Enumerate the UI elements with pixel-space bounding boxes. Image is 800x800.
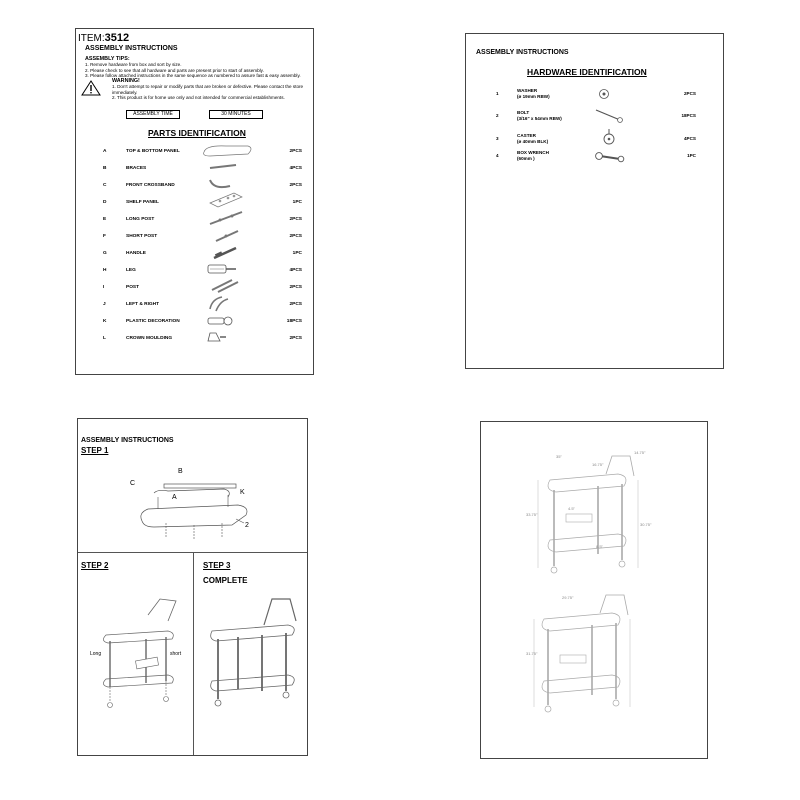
part-qty: 2PCS <box>289 302 302 307</box>
part-row-l <box>76 333 308 347</box>
dim-label: 31.75" <box>526 651 538 656</box>
part-letter: D <box>103 200 107 205</box>
tips-heading: ASSEMBLY TIPS: <box>85 56 130 62</box>
hardware-spec: (ø 19mm RBW) <box>517 93 550 99</box>
part-letter: H <box>103 268 107 273</box>
warning-block <box>112 78 310 101</box>
page-title: ASSEMBLY INSTRUCTIONS <box>85 45 178 52</box>
part-name: CROWN MOULDING <box>126 336 173 341</box>
label-a: A <box>172 494 177 501</box>
dim-label: 16.75" <box>592 462 604 467</box>
dimensions-page <box>480 421 708 759</box>
page-title: ASSEMBLY INSTRUCTIONS <box>476 49 569 56</box>
label-b: B <box>178 468 183 475</box>
step-1-heading: STEP 1 <box>81 446 109 455</box>
parts-identification-page <box>75 28 314 375</box>
assembly-time-label: ASSEMBLY TIME <box>126 110 180 119</box>
complete-label: COMPLETE <box>203 576 248 585</box>
bolt-icon <box>594 108 624 124</box>
hardware-qty: 4PCS <box>683 136 696 141</box>
part-name: FRONT CROSSBAND <box>126 183 175 188</box>
part-row-i <box>76 282 308 296</box>
tip-item: 2. Please check to see that all hardware and parts are present prior to start of assembly. <box>85 67 264 73</box>
label-2: 2 <box>245 522 249 529</box>
label-long: Long <box>90 651 102 657</box>
wrench-icon <box>594 150 624 164</box>
hardware-name <box>517 110 562 121</box>
part-name: POST <box>126 285 140 290</box>
step-3-completed-cart <box>206 595 302 711</box>
step-1-diagram <box>128 461 268 543</box>
part-name: LONG POST <box>126 217 155 222</box>
part-letter: C <box>103 183 107 188</box>
part-row-a <box>76 146 308 160</box>
part-qty: 2PCS <box>289 217 302 222</box>
part-row-g <box>76 248 308 262</box>
parts-heading: PARTS IDENTIFICATION <box>148 128 246 138</box>
hardware-qty: 2PCS <box>683 91 696 96</box>
part-name: LEG <box>126 268 136 273</box>
part-row-f <box>76 231 308 245</box>
hardware-qty: 1PC <box>687 153 696 158</box>
part-letter: E <box>103 217 107 222</box>
part-row-b <box>76 163 308 177</box>
assembly-steps-page <box>77 418 308 756</box>
dim-label: 14.75" <box>634 450 646 455</box>
part-letter: A <box>103 149 107 154</box>
hardware-number: 1 <box>496 91 499 96</box>
part-row-h <box>76 265 308 279</box>
hardware-name-text: BOX WRENCH <box>517 150 549 155</box>
part-name: SHORT POST <box>126 234 158 239</box>
part-row-c <box>76 180 308 194</box>
part-name: SHELF PANEL <box>126 200 159 205</box>
part-name: TOP & BOTTOM PANEL <box>126 149 180 154</box>
part-letter: K <box>103 319 107 324</box>
dimension-drawing-bottom <box>526 585 676 725</box>
item-number-value: 3512 <box>104 32 130 44</box>
item-number <box>78 32 129 44</box>
part-row-e <box>76 214 308 228</box>
part-qty: 4PCS <box>289 268 302 273</box>
hardware-heading: HARDWARE IDENTIFICATION <box>527 67 647 77</box>
hardware-spec: (60mm ) <box>517 155 535 161</box>
hardware-spec: (ø 40mm BLK) <box>517 138 549 144</box>
tip-item: 3. Please follow attached instructions in the same sequence as numbered to assure fast & easy assembly. <box>85 73 301 79</box>
step-2-diagram <box>88 591 188 711</box>
dim-label: 33.75" <box>526 512 538 517</box>
step-3-heading: STEP 3 <box>203 561 231 570</box>
part-qty: 2PCS <box>289 183 302 188</box>
dim-label: 8.5" <box>596 544 603 549</box>
warning-item: 1. Don't attempt to repair or modify parts that are broken or defective. Please contact the store immediately. <box>112 84 304 95</box>
part-qty: 2PCS <box>289 149 302 154</box>
warning-icon <box>81 80 101 96</box>
hardware-spec: (3/16" x 54mm RBW) <box>517 115 562 121</box>
part-name: PLASTIC DECORATION <box>126 319 180 324</box>
label-k: K <box>240 489 245 496</box>
hardware-qty: 18PCS <box>681 113 696 118</box>
part-letter: B <box>103 166 107 171</box>
hardware-number: 4 <box>496 153 499 158</box>
item-label: ITEM: <box>78 33 105 44</box>
page-title: ASSEMBLY INSTRUCTIONS <box>81 437 174 444</box>
hardware-identification-page <box>465 33 724 369</box>
part-qty: 2PCS <box>289 336 302 341</box>
part-row-d <box>76 197 308 211</box>
warning-item: 2. This product is for home use only and not intended for commercial establishments. <box>112 95 285 101</box>
step-2-heading: STEP 2 <box>81 561 109 570</box>
hardware-number: 3 <box>496 136 499 141</box>
dim-label: 30.75" <box>640 522 652 527</box>
part-qty: 1PC <box>292 251 302 256</box>
hardware-name <box>517 88 550 99</box>
hardware-name <box>517 133 548 144</box>
part-letter: G <box>103 251 107 256</box>
crown-moulding-drawing <box>196 327 256 347</box>
hardware-name <box>517 150 549 161</box>
hardware-number: 2 <box>496 113 499 118</box>
tip-item: 1. Remove hardware from box and sort by size. <box>85 62 182 67</box>
warning-heading: WARNING! <box>112 78 140 84</box>
part-qty: 2PCS <box>289 285 302 290</box>
hardware-name-text: CASTER <box>517 133 536 138</box>
part-name: BRACES <box>126 166 147 171</box>
label-short: short <box>170 651 182 657</box>
part-qty: 2PCS <box>289 234 302 239</box>
part-qty: 1PC <box>292 200 302 205</box>
part-name: LEFT & RIGHT <box>126 302 160 307</box>
part-qty: 4PCS <box>289 166 302 171</box>
part-qty: 18PCS <box>286 319 302 324</box>
part-letter: J <box>103 302 106 307</box>
dim-label: 4.5" <box>568 506 575 511</box>
assembly-tips <box>85 56 310 79</box>
part-row-j <box>76 299 308 313</box>
part-letter: I <box>103 285 105 290</box>
assembly-time-value: 30 MINUTES <box>209 110 263 119</box>
part-letter: L <box>103 336 106 341</box>
part-letter: F <box>103 234 106 239</box>
caster-icon <box>602 129 618 145</box>
part-name: HANDLE <box>126 251 146 256</box>
divider <box>193 552 194 755</box>
hardware-name-text: BOLT <box>517 110 530 115</box>
label-c: C <box>130 480 136 487</box>
dimension-drawing-top <box>526 450 676 590</box>
washer-icon <box>598 88 612 102</box>
dim-label: 35" <box>556 454 562 459</box>
part-row-k <box>76 316 308 330</box>
hardware-name-text: WASHER <box>517 88 538 93</box>
dim-label: 29.75" <box>562 595 574 600</box>
